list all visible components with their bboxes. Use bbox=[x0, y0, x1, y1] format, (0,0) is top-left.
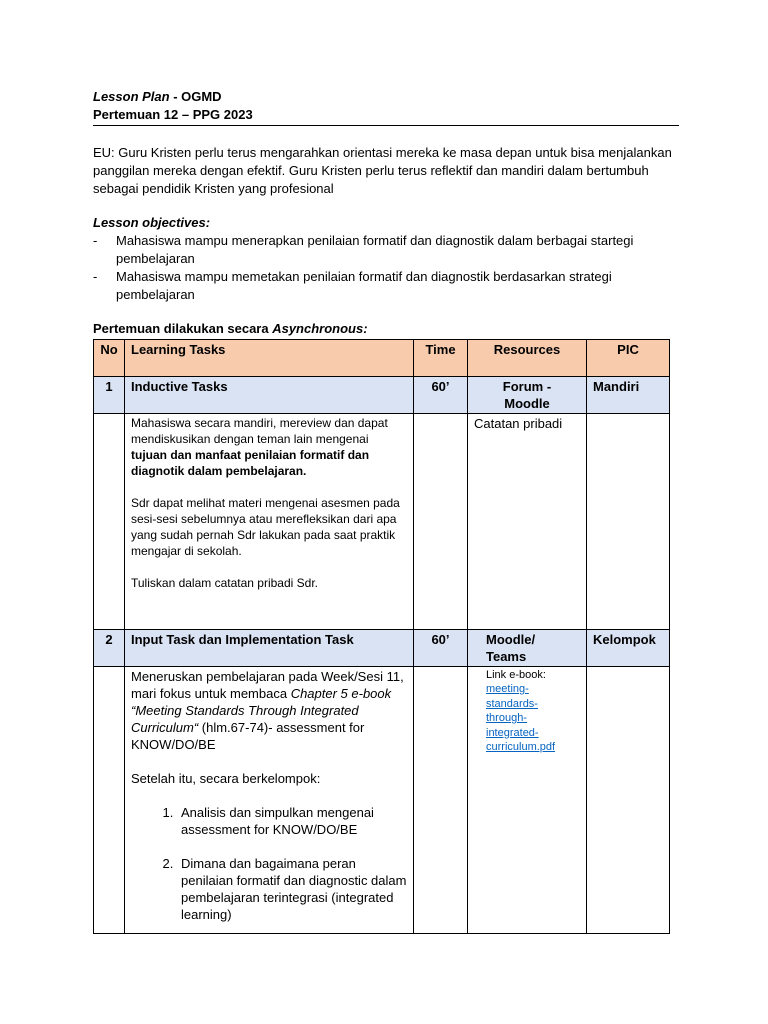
task-steps-list bbox=[131, 804, 407, 923]
table-row bbox=[94, 414, 670, 630]
task-title: Input Task dan Implementation Task bbox=[125, 630, 414, 667]
header-divider bbox=[93, 125, 679, 126]
objective-item: - Mahasiswa mampu menerapkan penilaian formatif dan diagnostik dalam berbagai startegi pembelajaran bbox=[93, 233, 634, 266]
task-pic: Kelompok bbox=[587, 630, 670, 667]
table-row bbox=[94, 377, 670, 414]
task-pic: Mandiri bbox=[587, 377, 670, 414]
list-item: 2. Dimana dan bagaimana peran penilaian formatif dan diagnostic dalam pembelajaran terintegrasi (integrated learning) bbox=[177, 855, 407, 923]
document-page bbox=[93, 88, 679, 338]
list-item: 1. Analisis dan simpulkan mengenai assessment for KNOW/DO/BE bbox=[177, 804, 407, 838]
header-no: No bbox=[94, 340, 125, 377]
lesson-plan-title: Lesson Plan - OGMD bbox=[93, 89, 222, 104]
table-row bbox=[94, 667, 670, 934]
header-time: Time bbox=[414, 340, 468, 377]
task-time: 60’ bbox=[414, 377, 468, 414]
ebook-link-label: Link e-book: bbox=[486, 669, 546, 681]
task-title: Inductive Tasks bbox=[125, 377, 414, 414]
learning-tasks-table bbox=[93, 339, 670, 934]
row-number: 2 bbox=[94, 630, 125, 667]
resource-note: Catatan pribadi bbox=[468, 414, 587, 630]
table-header-row bbox=[94, 340, 670, 377]
async-note: Pertemuan dilakukan secara Asynchronous: bbox=[93, 321, 368, 336]
objectives-title: Lesson objectives: bbox=[93, 215, 211, 230]
task-description: Meneruskan pembelajaran pada Week/Sesi 11, mari fokus untuk membaca Chapter 5 e-book “Meeting Standards Through Integrated Curriculum“ (hlm.67-74)- assessment for KNOW/DO/BE Setelah itu, secara berkelompok: 1. Analisis dan simpulkan mengenai assessment for KNOW/DO/BE 2. Dimana dan bagaimana peran penilaian formatif dan diagnostic dalam pembelajaran terintegrasi (integrated learning) bbox=[125, 667, 414, 934]
table-row bbox=[94, 630, 670, 667]
header-pic: PIC bbox=[587, 340, 670, 377]
enduring-understanding: EU: Guru Kristen perlu terus mengarahkan orientasi mereka ke masa depan untuk bisa menjalankan panggilan mereka dengan efektif. Guru Kristen perlu terus reflektif dan mandiri dalam bertumbuh sebagai pendidik Kristen yang profesional bbox=[93, 145, 672, 196]
header-learning-tasks: Learning Tasks bbox=[125, 340, 414, 377]
task-description: Mahasiswa secara mandiri, mereview dan dapat mendiskusikan dengan teman lain mengenai tujuan dan manfaat penilaian formatif dan diagnotik dalam pembelajaran. Sdr dapat melihat materi mengenai asesmen pada sesi-sesi sebelumnya atau merefleksikan dari apa yang sudah pernah Sdr lakukan pada saat praktik mengajar di sekolah. Tuliskan dalam catatan pribadi Sdr. bbox=[125, 414, 414, 630]
task-time: 60’ bbox=[414, 630, 468, 667]
objective-item: - Mahasiswa mampu memetakan penilaian formatif dan diagnostik berdasarkan strategi pembelajaran bbox=[93, 269, 612, 302]
task-resources: Forum - Moodle bbox=[468, 377, 587, 414]
meeting-subtitle: Pertemuan 12 – PPG 2023 bbox=[93, 107, 253, 122]
header-resources: Resources bbox=[468, 340, 587, 377]
row-number: 1 bbox=[94, 377, 125, 414]
task-resources: Moodle/ Teams bbox=[468, 630, 587, 667]
ebook-link[interactable]: meeting-standards-through-integrated-curriculum.pdf bbox=[486, 683, 556, 753]
